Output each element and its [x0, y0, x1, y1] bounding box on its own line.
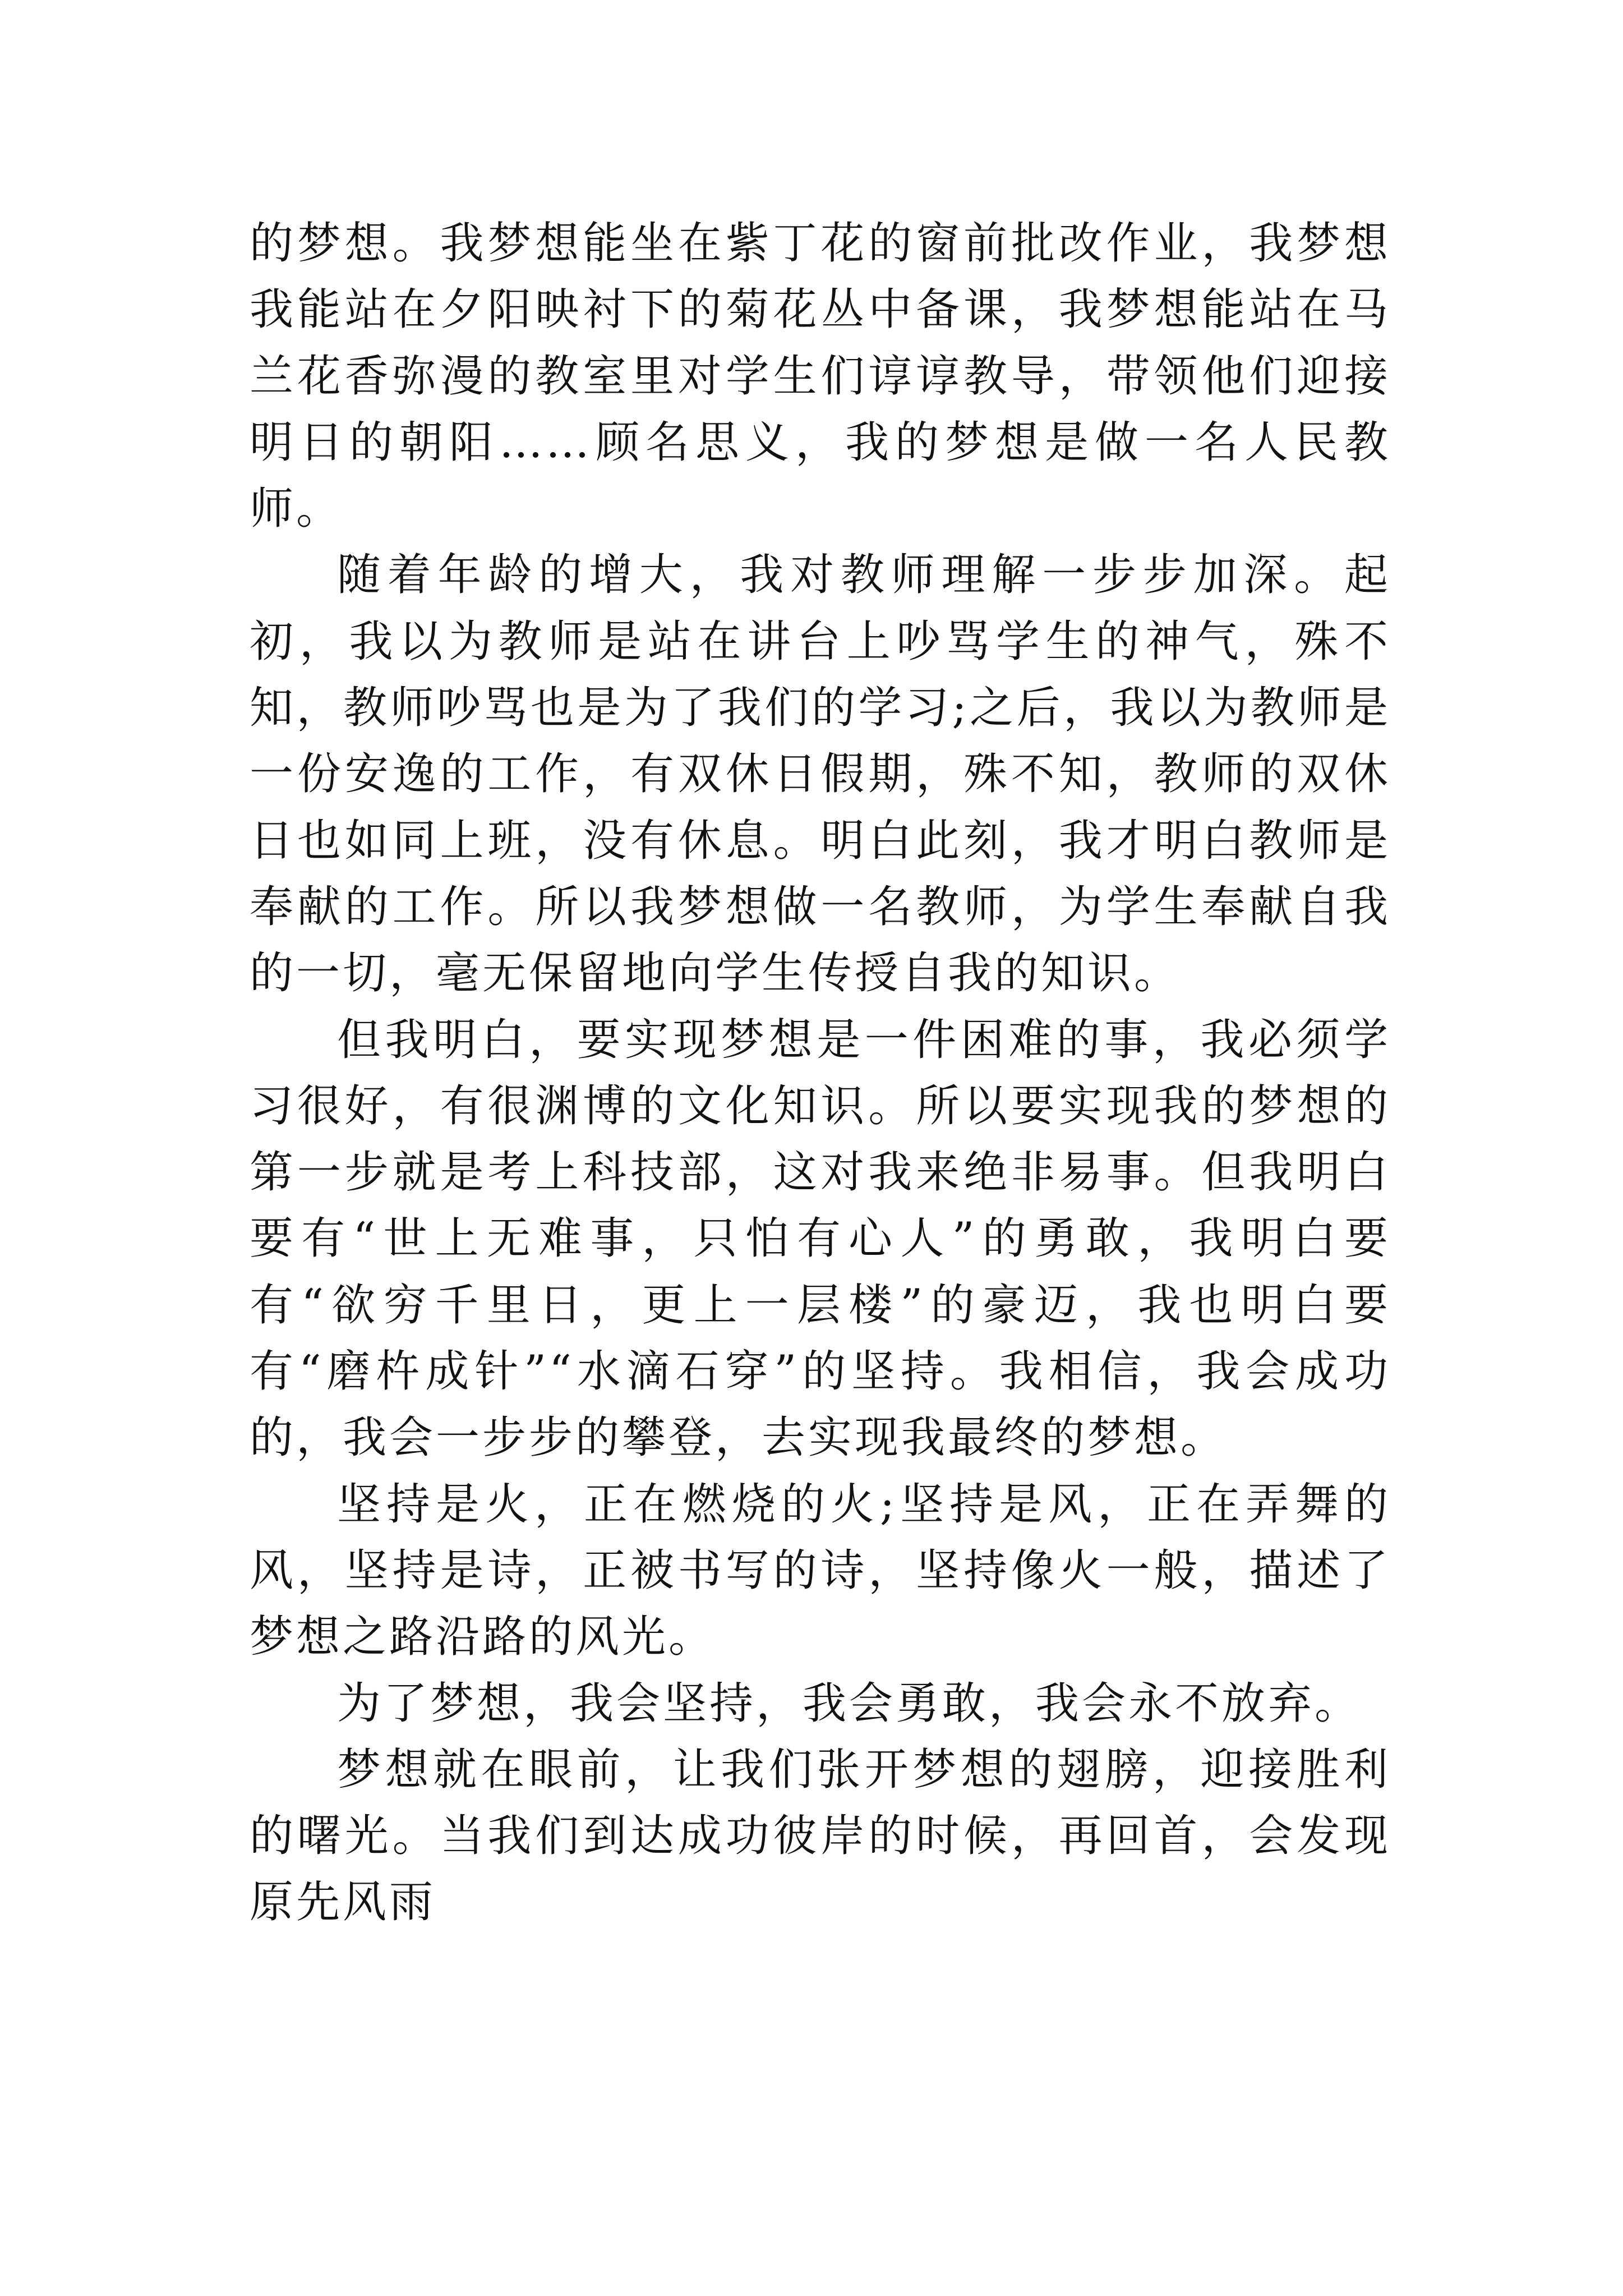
paragraph-5: 为了梦想，我会坚持，我会勇敢，我会永不放弃。	[337, 1678, 1362, 1729]
paragraph-1: 的梦想。我梦想能坐在紫丁花的窗前批改作业，我梦想我能站在夕阳映衬下的菊花丛中备课，我梦想能站在马兰花香弥漫的教室里对学生们谆谆教导，带领他们迎接明日的朝阳……顾名思义，我的梦想是做一名人民教师。	[250, 218, 1391, 535]
paragraph-3: 但我明白，要实现梦想是一件困难的事，我必须学习很好，有很渊博的文化知识。所以要实现我的梦想的第一步就是考上科技部，这对我来绝非易事。但我明白要有“世上无难事，只怕有心人”的勇敢，我明白要有“欲穷千里日，更上一层楼”的豪迈，我也明白要有“磨杵成针”“水滴石穿”的坚持。我相信，我会成功的，我会一步步的攀登，去实现我最终的梦想。	[250, 1014, 1391, 1464]
paragraph-2: 随着年龄的增大，我对教师理解一步步加深。起初，我以为教师是站在讲台上吵骂学生的神气，殊不知，教师吵骂也是为了我们的学习;之后，我以为教师是一份安逸的工作，有双休日假期，殊不知，教师的双休日也如同上班，没有休息。明白此刻，我才明白教师是奉献的工作。所以我梦想做一名教师，为学生奉献自我的一切，毫无保留地向学生传授自我的知识。	[250, 550, 1391, 999]
document-body	[250, 210, 1391, 1936]
paragraph-6: 梦想就在眼前，让我们张开梦想的翅膀，迎接胜利的曙光。当我们到达成功彼岸的时候，再回首，会发现原先风雨	[250, 1744, 1391, 1928]
paragraph-4: 坚持是火，正在燃烧的火;坚持是风，正在弄舞的风，坚持是诗，正被书写的诗，坚持像火一般，描述了梦想之路沿路的风光。	[250, 1479, 1391, 1663]
